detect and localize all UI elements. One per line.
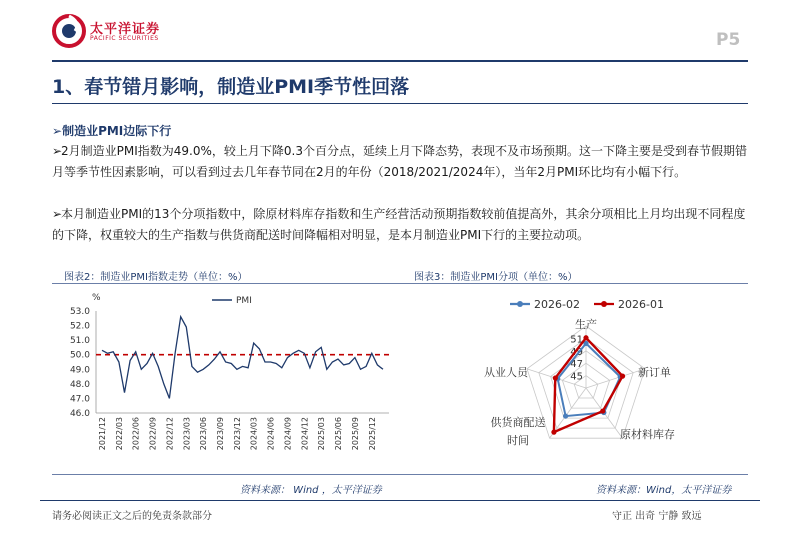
radar-axis-label: 新订单 [638, 366, 671, 379]
x-tick-label: 2024/03 [249, 417, 259, 451]
y-tick-label: 52.0 [69, 321, 90, 332]
footer-disclaimer: 请务必阅读正文之后的免责条款部分 [52, 511, 212, 522]
paragraph-1-text: 2月制造业PMI指数为49.0%，较上月下降0.3个百分点，延续上月下降态势，表现不及市场预期。这一下降主要是受到春节假期错月等季节性因素影响，可以看到过去几年春节同在2月的年份（2018/2021/2024年），当年2月PMI环比均有小幅下行。 [52, 144, 747, 179]
radar-axis-label: 从业人员 [484, 366, 528, 379]
bullet-arrow-icon: ➢ [52, 207, 63, 221]
radar-point-2026-01 [551, 430, 556, 435]
radar-r-tick-label: 47 [570, 359, 583, 371]
bullet-arrow-icon: ➢ [52, 144, 63, 158]
figure-3-source: 资料来源：Wind，太平洋证券 [596, 485, 732, 496]
bullet-arrow-icon: ➢ [52, 124, 63, 138]
legend-label-pmi: PMI [236, 296, 252, 306]
x-tick-label: 2023/03 [182, 417, 192, 451]
y-tick-label: 51.0 [69, 336, 90, 347]
figure-3-caption: 图表3：制造业PMI分项（单位：%） [414, 272, 578, 283]
radar-axis-label: 供货商配送 [490, 416, 546, 429]
x-tick-label: 2025/03 [317, 417, 327, 451]
caption-divider [52, 283, 748, 284]
page-number: P5 [716, 30, 741, 50]
x-tick-label: 2024/09 [283, 417, 293, 451]
pacific-securities-logo [52, 14, 86, 48]
section-title: 1、春节错月影响，制造业PMI季节性回落 [52, 76, 410, 98]
paragraph-2-text: 本月制造业PMI的13个分项指数中，除原材料库存指数和生产经营活动预期指数较前值提高外，其余分项相比上月均出现不同程度的下降，权重较大的生产指数与供货商配送时间降幅相对明显，是本月制造业PMI下行的主要拉动项。 [52, 207, 746, 242]
title-divider [52, 103, 748, 104]
radar-point-2026-02 [563, 413, 568, 418]
subheading-text: 制造业PMI边际下行 [62, 124, 172, 138]
pmi-series-line [102, 317, 383, 399]
header-divider [52, 60, 748, 62]
radar-point-2026-01 [583, 335, 588, 340]
x-tick-label: 2025/12 [367, 417, 377, 451]
radar-point-2026-01 [600, 408, 605, 413]
pmi-trend-chart [52, 286, 392, 472]
x-tick-label: 2022/03 [114, 417, 124, 451]
y-tick-label: 47.0 [69, 394, 90, 405]
x-tick-label: 2024/06 [266, 417, 276, 451]
brand-name-cn: 太平洋证券 [90, 22, 161, 37]
x-tick-label: 2022/06 [131, 417, 141, 451]
y-tick-label: 48.0 [69, 379, 90, 390]
y-unit-label: % [92, 293, 101, 303]
radar-legend-marker [517, 301, 523, 307]
paragraph-2 [52, 204, 748, 246]
footer-divider [40, 500, 760, 501]
paragraph-1 [52, 141, 748, 183]
pmi-subindex-radar-chart [414, 286, 748, 472]
footer-motto: 守正 出奇 宁静 致远 [612, 511, 702, 522]
brand-name-en: PACIFIC SECURITIES [90, 35, 159, 42]
radar-legend-marker [601, 301, 607, 307]
figure-2-source: 资料来源： Wind ，太平洋证券 [240, 485, 382, 496]
x-tick-label: 2022/09 [148, 417, 158, 451]
x-tick-label: 2025/06 [334, 417, 344, 451]
x-tick-label: 2024/12 [300, 417, 310, 451]
x-tick-label: 2022/12 [165, 417, 175, 451]
radar-axis-label: 生产 [575, 318, 597, 331]
radar-legend-label: 2026-01 [618, 298, 664, 311]
radar-axis-label: 时间 [507, 434, 529, 447]
x-tick-label: 2025/09 [350, 417, 360, 451]
radar-point-2026-01 [553, 375, 558, 380]
radar-point-2026-01 [620, 374, 625, 379]
radar-r-tick-label: 51 [570, 334, 583, 346]
subheading [52, 122, 171, 139]
figure-2-caption: 图表2：制造业PMI指数走势（单位：%） [64, 272, 248, 283]
x-tick-label: 2023/06 [199, 417, 209, 451]
radar-r-tick-label: 45 [570, 371, 583, 383]
x-tick-label: 2023/09 [216, 417, 226, 451]
radar-legend-label: 2026-02 [534, 298, 580, 311]
x-tick-label: 2021/12 [98, 417, 107, 451]
x-tick-label: 2023/12 [232, 417, 242, 451]
source-divider [52, 474, 748, 475]
y-tick-label: 50.0 [69, 350, 90, 361]
radar-axis-label: 原材料库存 [620, 428, 675, 441]
y-tick-label: 46.0 [69, 409, 90, 419]
y-tick-label: 53.0 [69, 307, 90, 317]
y-tick-label: 49.0 [69, 365, 90, 376]
radar-r-tick-label: 49 [570, 346, 583, 358]
